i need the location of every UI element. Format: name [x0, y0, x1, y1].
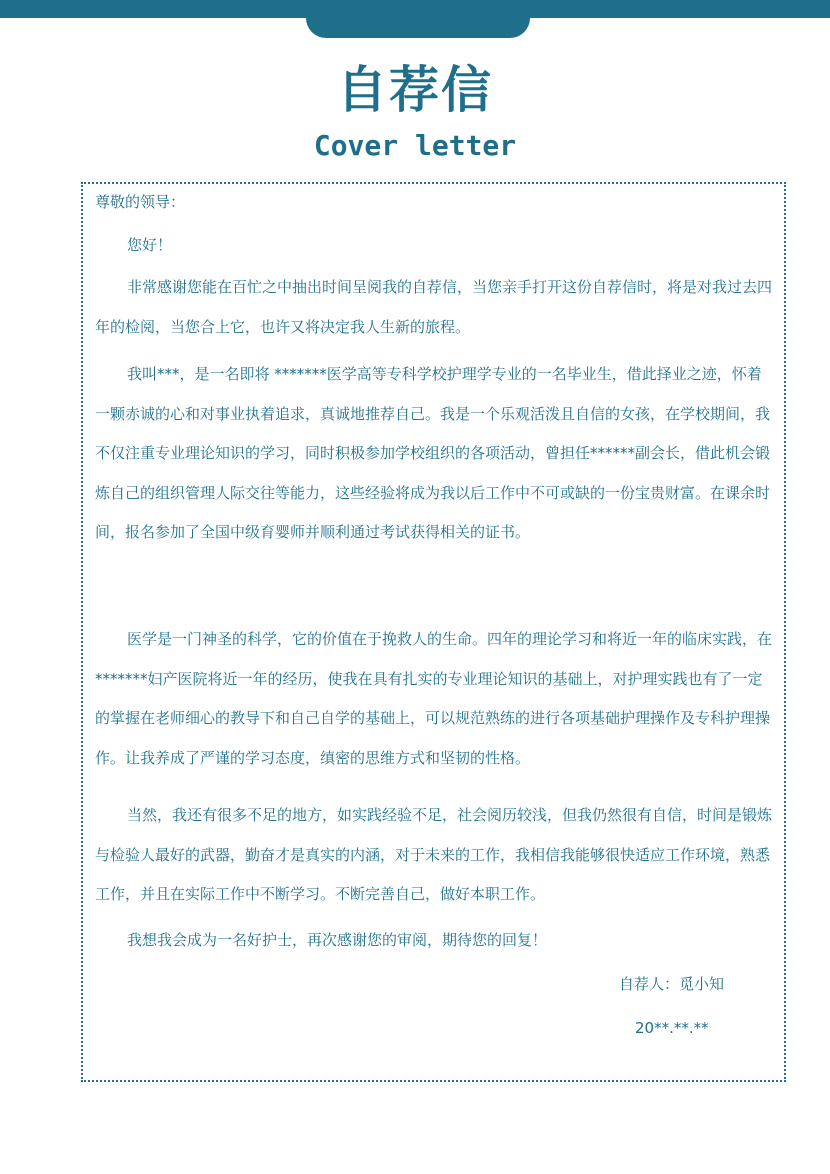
letter-paragraph-1: 非常感谢您能在百忙之中抽出时间呈阅我的自荐信，当您亲手打开这份自荐信时，将是对我过去四年的检阅，当您合上它，也许又将决定我人生新的旅程。 [95, 278, 773, 336]
letter-paragraph-3: 医学是一门神圣的科学，它的价值在于挽救人的生命。四年的理论学习和将近一年的临床实践，在*******妇产医院将近一年的经历，使我在具有扎实的专业理论知识的基础上，对护理实践也有了一定的掌握在老师细心的教导下和自己自学的基础上，可以规范熟练的进行各项基础护理操作及专科护理操作。让我养成了严谨的学习态度，缜密的思维方式和坚韧的性格。 [95, 630, 773, 767]
letter-paragraph-2: 我叫***，是一名即将 *******医学高等专科学校护理学专业的一名毕业生，借此择业之迹，怀着一颗赤诚的心和对事业执着追求，真诚地推荐自己。我是一个乐观活泼且自信的女孩，在学校期间，我不仅注重专业理论知识的学习，同时积极参加学校组织的各项活动，曾担任******副会长，借此机会锻炼自己的组织管理人际交往等能力，这些经验将成为我以后工作中不可或缺的一份宝贵财富。在课余时间，报名参加了全国中级育婴师并顺利通过考试获得相关的证书。 [95, 365, 771, 541]
letter-date: 20**.**.** [635, 1019, 709, 1037]
letter-body-frame [81, 182, 786, 1082]
letter-paragraph-5: 我想我会成为一名好护士，再次感谢您的审阅，期待您的回复！ [127, 931, 548, 949]
page-title: 自荐信 [337, 61, 493, 119]
letter-greeting: 您好！ [127, 236, 173, 254]
letter-signer: 自荐人：觅小知 [619, 975, 725, 993]
letter-paragraph-4: 当然，我还有很多不足的地方，如实践经验不足，社会阅历较浅，但我仍然很有自信，时间是锻炼与检验人最好的武器，勤奋才是真实的内涵，对于未来的工作，我相信我能够很快适应工作环境，熟悉工作，并且在实际工作中不断学习。不断完善自己，做好本职工作。 [95, 806, 773, 903]
top-banner-tab [306, 0, 530, 38]
letter-salutation: 尊敬的领导： [95, 193, 186, 211]
page-subtitle: Cover letter [313, 129, 517, 162]
